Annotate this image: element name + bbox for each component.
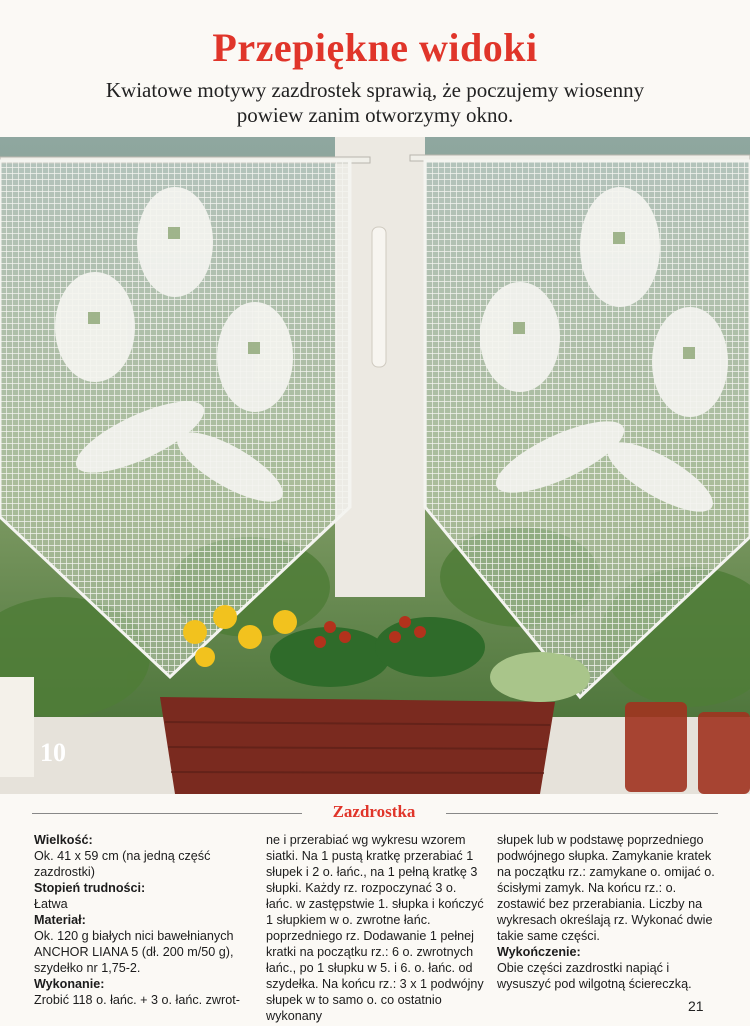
size-text: Ok. 41 x 59 cm (na jedną część zazdrostki) bbox=[34, 849, 211, 879]
execution-heading: Wykonanie: bbox=[34, 977, 105, 991]
instructions-column-2 bbox=[266, 832, 484, 1024]
page-subtitle: Kwiatowe motywy zazdrostek sprawią, że poczujemy wiosenny powiew zanim otworzymy okno. bbox=[105, 78, 645, 127]
section-heading bbox=[0, 802, 750, 824]
instructions-column-3 bbox=[497, 832, 724, 992]
finishing-heading: Wykończenie: bbox=[497, 945, 581, 959]
divider-left bbox=[32, 813, 302, 814]
section-title: Zazdrostka bbox=[332, 802, 416, 821]
material-heading: Materiał: bbox=[34, 913, 86, 927]
instructions-column-1 bbox=[34, 832, 252, 1008]
finishing-text: Obie części zazdrostki napiąć i wysuszyć pod wilgotną ściereczką. bbox=[497, 961, 692, 991]
difficulty-heading: Stopień trudności: bbox=[34, 881, 146, 895]
divider-right bbox=[446, 813, 718, 814]
material-text: Ok. 120 g białych nici bawełnianych ANCHOR LIANA 5 (dł. 200 m/50 g), szydełko nr 1,75-2. bbox=[34, 929, 234, 975]
curtain-photo bbox=[0, 137, 750, 794]
page-title: Przepiękne widoki bbox=[212, 25, 538, 70]
execution-text-continued: ne i przerabiać wg wykresu wzorem siatki. Na 1 pustą kratkę przerabiać 1 słupek i 2 o. łańc., na 1 pełną kratkę 3 słupki. Każdy rz. rozpoczynać 3 o. łańc. w zastępstwie 1. słupka i kończyć 1 słupkiem w o. zwrotne łańc. poprzedniego rz. Dodawanie 1 pełnej kratki na początku rz.: 6 o. zwrotnych łańc., po 1 słupku w 5. i 6. o. łańc. od szydełka. Na końcu rz.: 3 x 1 podwójny słupek w to samo o. co ostatnio wykonany bbox=[266, 833, 484, 1023]
difficulty-text: Łatwa bbox=[34, 897, 68, 911]
page-number: 21 bbox=[688, 998, 704, 1014]
size-heading: Wielkość: bbox=[34, 833, 93, 847]
execution-text: Zrobić 118 o. łańc. + 3 o. łańc. zwrot- bbox=[34, 993, 240, 1007]
execution-text-end: słupek lub w podstawę poprzedniego podwójnego słupka. Zamykanie kratek na początku rz.: zamykane o. omijać o. ścisłymi zamyk. Na końcu rz.: o. zostawić bez przerabiania. Liczby na wykresach określają rz. Wykonać dwie takie same części. bbox=[497, 833, 715, 943]
photo-number-badge: 10 bbox=[40, 738, 66, 767]
